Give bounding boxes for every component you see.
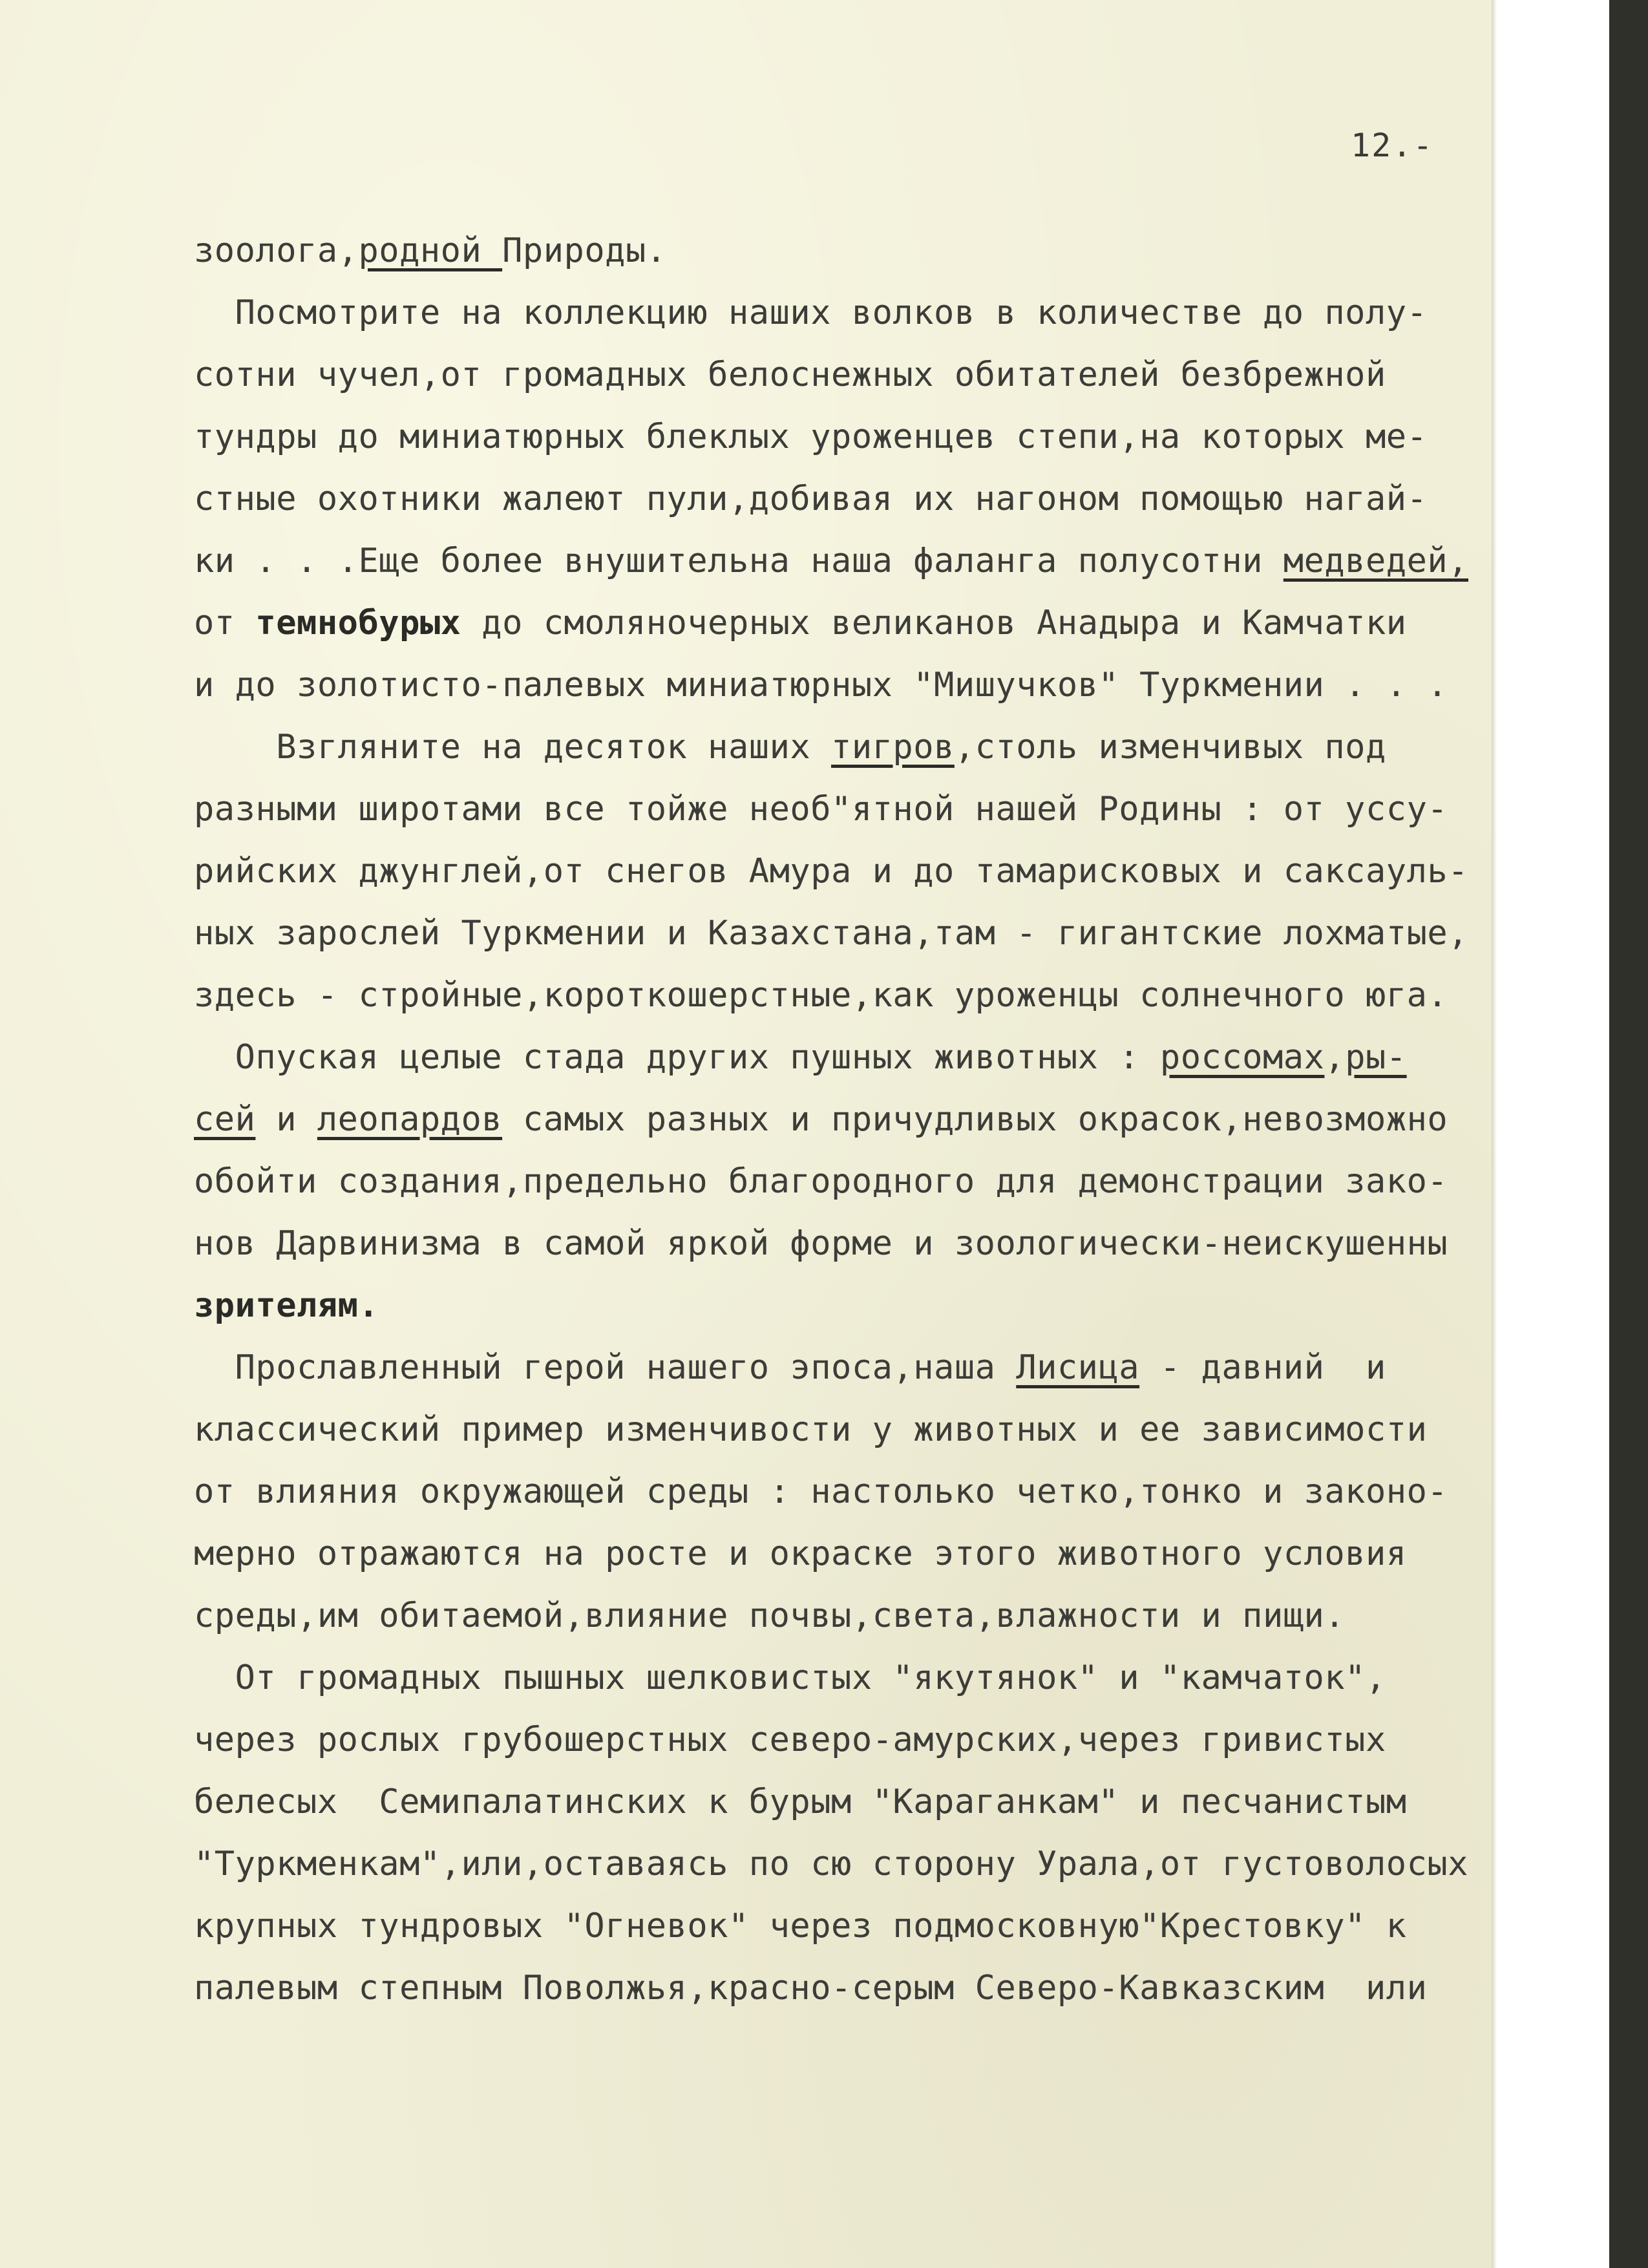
scanner-background-strip [1609, 0, 1648, 2268]
text-line [194, 1213, 1493, 1275]
text-segment: От громадных пышных шелковистых "якутянок" и "камчаток", [194, 1659, 1386, 1697]
text-line [194, 1275, 1493, 1337]
text-line [194, 406, 1493, 468]
text-segment: Опуская целые стада других пушных животных : [194, 1038, 1160, 1077]
underlined-word: сей [194, 1100, 256, 1139]
text-segment: разными широтами все тойже необ"ятной нашей Родины : от уссу- [194, 790, 1448, 829]
text-segment: до смоляночерных великанов Анадыра и Камчатки [461, 604, 1407, 642]
text-segment: тундры до миниатюрных блеклых уроженцев степи,на которых ме- [194, 418, 1428, 456]
text-segment: сотни чучел,от громадных белоснежных обитателей безбрежной [194, 355, 1386, 394]
text-segment: рийских джунглей,от снегов Амура и до тамарисковых и саксауль- [194, 852, 1469, 891]
text-line [194, 1088, 1493, 1150]
text-line [194, 1895, 1493, 1957]
text-line [194, 1337, 1493, 1399]
text-segment: , [1324, 1038, 1346, 1077]
text-segment: Природы. [502, 231, 667, 270]
underlined-word: россомах [1159, 1038, 1325, 1077]
text-line [194, 282, 1493, 344]
underlined-word: леопардов [317, 1100, 503, 1139]
underlined-word: тигров [831, 728, 955, 767]
text-line [194, 1585, 1493, 1647]
text-line [194, 1957, 1493, 2019]
text-segment: обойти создания,предельно благородного для демонстрации зако- [194, 1162, 1448, 1201]
text-line [194, 468, 1493, 530]
text-line [194, 964, 1493, 1026]
text-line [194, 1399, 1493, 1461]
text-line [194, 654, 1493, 716]
text-segment: нов Дарвинизма в самой яркой форме и зоологически-неискушенны [194, 1224, 1448, 1263]
text-segment: белесых Семипалатинских к бурым "Караганкам" и песчанистым [194, 1783, 1407, 1821]
text-segment: через рослых грубошерстных северо-амурских,через гривистых [194, 1721, 1386, 1759]
text-segment: и [255, 1100, 317, 1139]
text-line [194, 1709, 1493, 1771]
text-segment: Прославленный герой нашего эпоса,наша [194, 1348, 1017, 1387]
text-segment: Посмотрите на коллекцию наших волков в количестве до полу- [194, 293, 1428, 332]
text-segment: от [194, 604, 256, 642]
underlined-word: ры- [1345, 1038, 1407, 1077]
sheet-edge [1492, 0, 1497, 2268]
underlined-word: медведей, [1283, 542, 1469, 580]
text-segment: - давний и [1139, 1348, 1386, 1387]
text-segment: крупных тундровых "Огневок" через подмосковную"Крестовку" к [194, 1907, 1407, 1945]
text-segment: самых разных и причудливых окрасок,невозможно [502, 1100, 1448, 1139]
text-segment: "Туркменкам",или,оставаясь по сю сторону Урала,от густоволосых [194, 1845, 1469, 1883]
text-line [194, 1833, 1493, 1895]
text-segment: среды,им обитаемой,влияние почвы,света,влажности и пищи. [194, 1596, 1346, 1635]
text-line [194, 220, 1493, 282]
text-line [194, 840, 1493, 902]
page-number: 12.- [1351, 127, 1434, 164]
text-line [194, 1771, 1493, 1833]
text-segment: зоолога, [194, 231, 359, 270]
typewritten-text [194, 220, 1493, 2019]
text-line [194, 1523, 1493, 1585]
text-segment: стные охотники жалеют пули,добивая их нагоном помощью нагай- [194, 480, 1428, 518]
text-line [194, 344, 1493, 406]
text-segment: ,столь изменчивых под [954, 728, 1386, 767]
text-segment: мерно отражаются на росте и окраске этого животного условия [194, 1534, 1407, 1573]
bold-word: темнобурых [255, 604, 461, 642]
text-line [194, 592, 1493, 654]
text-line [194, 530, 1493, 592]
text-segment: и до золотисто-палевых миниатюрных "Мишучков" Туркмении . . . [194, 666, 1448, 705]
text-segment: от влияния окружающей среды : настолько четко,тонко и законо- [194, 1472, 1448, 1511]
text-segment: палевым степным Поволжья,красно-серым Северо-Кавказским или [194, 1969, 1428, 2008]
text-segment: классический пример изменчивости у животных и ее зависимости [194, 1410, 1428, 1449]
text-line [194, 716, 1493, 778]
text-line [194, 1461, 1493, 1523]
underlined-word: родной [358, 231, 503, 270]
text-segment: ных зарослей Туркмении и Казахстана,там - гигантские лохматые, [194, 914, 1469, 953]
text-segment: здесь - стройные,короткошерстные,как уроженцы солнечного юга. [194, 976, 1448, 1015]
text-line [194, 1026, 1493, 1088]
text-line [194, 902, 1493, 964]
text-line [194, 1647, 1493, 1709]
text-line [194, 1150, 1493, 1213]
text-segment: ки . . .Еще более внушительна наша фаланга полусотни [194, 542, 1284, 580]
bold-word: зрителям. [194, 1286, 379, 1325]
text-segment: Взгляните на десяток наших [194, 728, 832, 767]
underlined-word: Лисица [1016, 1348, 1140, 1387]
text-line [194, 778, 1493, 840]
